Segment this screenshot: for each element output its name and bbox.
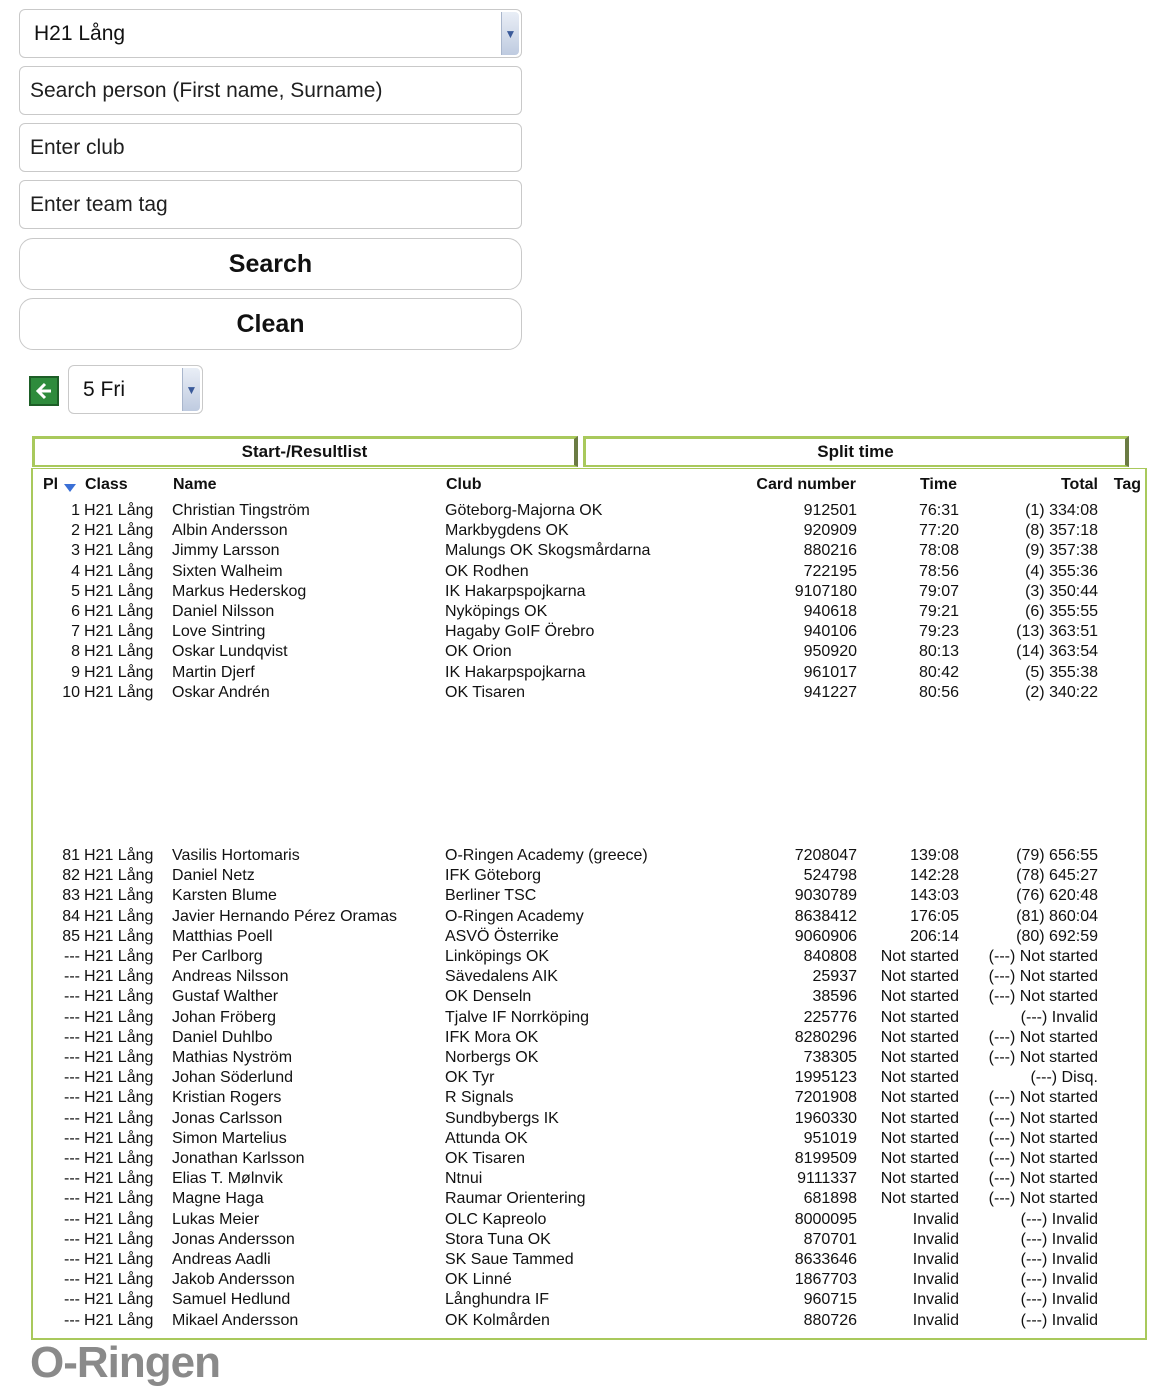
cell-name: Samuel Hedlund	[172, 1291, 291, 1309]
table-row[interactable]	[0, 1150, 1164, 1170]
cell-class: H21 Lång	[84, 1049, 154, 1066]
cell-class: H21 Lång	[84, 948, 154, 965]
table-row[interactable]	[0, 1110, 1164, 1130]
cell-club: Långhundra IF	[445, 1291, 550, 1309]
cell-card-number: 7208047	[794, 847, 857, 864]
table-row[interactable]	[0, 502, 1164, 522]
cell-club: Norbergs OK	[445, 1049, 539, 1066]
cell-place: 83	[62, 887, 80, 905]
cell-time: Invalid	[912, 1311, 959, 1329]
cell-card-number: 681898	[803, 1190, 857, 1208]
cell-class: H21 Lång	[84, 1109, 154, 1127]
cell-class: H21 Lång	[84, 907, 154, 925]
cell-class: H21 Lång	[84, 1190, 154, 1208]
cell-total: (3) 350:44	[1025, 582, 1098, 600]
cell-time: 80:42	[918, 663, 959, 681]
cell-time: 80:56	[918, 683, 959, 701]
cell-card-number: 8633646	[794, 1251, 857, 1268]
cell-time: Not started	[880, 988, 959, 1006]
cell-club: Stora Tuna OK	[445, 1230, 551, 1248]
cell-time: 79:07	[918, 582, 959, 600]
cell-name: Daniel Duhlbo	[172, 1028, 273, 1046]
cell-card-number: 7201908	[794, 1089, 857, 1107]
cell-total: (---) Not started	[988, 968, 1098, 986]
cell-time: 76:31	[918, 502, 959, 519]
day-select[interactable]	[68, 365, 203, 414]
cell-name: Oskar Lundqvist	[172, 643, 288, 661]
cell-name: Johan Fröberg	[172, 1008, 277, 1026]
cell-place: ---	[64, 1109, 80, 1127]
cell-club: O-Ringen Academy	[445, 907, 584, 925]
cell-place: ---	[64, 1129, 80, 1147]
cell-card-number: 960715	[803, 1291, 857, 1309]
cell-class: H21 Lång	[84, 562, 154, 580]
cell-class: H21 Lång	[84, 927, 154, 945]
cell-card-number: 870701	[803, 1230, 857, 1248]
cell-club: Attunda OK	[445, 1129, 528, 1147]
cell-place: ---	[64, 1230, 80, 1248]
cell-total: (8) 357:18	[1025, 522, 1098, 540]
cell-time: 143:03	[910, 887, 959, 905]
cell-card-number: 880726	[803, 1311, 857, 1329]
table-row[interactable]	[0, 1190, 1164, 1210]
cell-total: (---) Invalid	[1020, 1271, 1098, 1289]
cell-card-number: 8199509	[794, 1150, 857, 1167]
cell-card-number: 8280296	[794, 1028, 857, 1046]
cell-club: OK Linné	[445, 1271, 512, 1289]
table-row[interactable]	[0, 1130, 1164, 1150]
cell-class: H21 Lång	[84, 1251, 154, 1268]
cell-total: (14) 363:54	[1016, 643, 1098, 661]
cell-club: OK Kolmården	[445, 1311, 550, 1329]
cell-total: (---) Invalid	[1020, 1311, 1098, 1329]
cell-time: Not started	[880, 968, 959, 986]
cell-name: Elias T. Mølnvik	[172, 1170, 283, 1188]
cell-place: ---	[64, 968, 80, 986]
cell-total: (---) Invalid	[1020, 1230, 1098, 1248]
cell-card-number: 880216	[803, 542, 857, 560]
table-row[interactable]	[0, 603, 1164, 623]
cell-time: Not started	[880, 1129, 959, 1147]
cell-place: 4	[71, 562, 80, 580]
cell-class: H21 Lång	[84, 1170, 154, 1188]
cell-place: ---	[64, 1028, 80, 1046]
table-row[interactable]	[0, 988, 1164, 1008]
table-row[interactable]	[0, 522, 1164, 542]
cell-card-number: 941227	[803, 683, 857, 701]
sort-desc-icon[interactable]	[62, 482, 78, 494]
cell-total: (81) 860:04	[1016, 907, 1098, 925]
cell-time: Not started	[880, 1150, 959, 1167]
cell-card-number: 9107180	[794, 582, 857, 600]
cell-name: Mikael Andersson	[172, 1311, 299, 1329]
cell-time: Not started	[880, 1170, 959, 1188]
cell-name: Jakob Andersson	[172, 1271, 295, 1289]
cell-class: H21 Lång	[84, 988, 154, 1006]
table-row[interactable]	[0, 968, 1164, 988]
cell-name: Love Sintring	[172, 623, 266, 641]
cell-class: H21 Lång	[84, 1271, 154, 1289]
table-row[interactable]	[0, 1291, 1164, 1311]
cell-total: (---) Not started	[988, 1190, 1098, 1208]
col-header-name[interactable]: Name	[173, 476, 217, 493]
cell-name: Per Carlborg	[172, 948, 263, 965]
cell-club: SK Saue Tammed	[445, 1251, 574, 1268]
table-row[interactable]	[0, 664, 1164, 684]
cell-club: OK Tyr	[445, 1069, 495, 1087]
cell-class: H21 Lång	[84, 1291, 154, 1309]
cell-class: H21 Lång	[84, 1210, 154, 1228]
cell-club: Nyköpings OK	[445, 603, 548, 620]
cell-total: (4) 355:36	[1025, 562, 1098, 580]
cell-club: OK Tisaren	[445, 1150, 526, 1167]
cell-place: ---	[64, 1251, 80, 1268]
cell-place: ---	[64, 1271, 80, 1289]
cell-name: Martin Djerf	[172, 663, 255, 681]
cell-card-number: 9060906	[794, 927, 857, 945]
cell-time: 80:13	[918, 643, 959, 661]
back-button[interactable]	[29, 376, 59, 406]
cell-place: 82	[62, 867, 80, 885]
cell-class: H21 Lång	[84, 1129, 154, 1147]
cell-class: H21 Lång	[84, 522, 154, 540]
table-row[interactable]	[0, 1271, 1164, 1291]
cell-card-number: 722195	[803, 562, 857, 580]
cell-class: H21 Lång	[84, 847, 154, 864]
cell-time: Not started	[880, 1049, 959, 1066]
cell-class: H21 Lång	[84, 623, 154, 641]
club-input[interactable]	[19, 123, 522, 172]
cell-card-number: 25937	[812, 968, 857, 986]
cell-total: (---) Invalid	[1020, 1210, 1098, 1228]
o-ringen-logo	[30, 1338, 220, 1388]
cell-club: OK Denseln	[445, 988, 532, 1006]
cell-card-number: 738305	[803, 1049, 857, 1066]
cell-total: (---) Invalid	[1020, 1008, 1098, 1026]
table-row[interactable]	[0, 1089, 1164, 1109]
cell-class: H21 Lång	[84, 663, 154, 681]
cell-time: Not started	[880, 1190, 959, 1208]
cell-club: Berliner TSC	[445, 887, 537, 905]
cell-name: Oskar Andrén	[172, 683, 270, 701]
col-header-club[interactable]: Club	[446, 476, 482, 493]
cell-place: 6	[71, 603, 80, 620]
table-row[interactable]	[0, 1069, 1164, 1089]
cell-club: OK Tisaren	[445, 683, 526, 701]
tab-start-resultlist[interactable]: Start-/Resultlist	[32, 436, 578, 467]
cell-class: H21 Lång	[84, 1150, 154, 1167]
cell-card-number: 1867703	[794, 1271, 857, 1289]
table-row[interactable]	[0, 1049, 1164, 1069]
table-row[interactable]	[0, 643, 1164, 663]
cell-time: Invalid	[912, 1291, 959, 1309]
cell-name: Andreas Aadli	[172, 1251, 271, 1268]
cell-club: Sävedalens AIK	[445, 968, 558, 986]
cell-name: Matthias Poell	[172, 927, 273, 945]
cell-card-number: 912501	[803, 502, 857, 519]
search-button[interactable]: Search	[19, 238, 522, 290]
cell-class: H21 Lång	[84, 683, 154, 701]
arrow-left-icon	[33, 380, 55, 402]
cell-place: ---	[64, 1069, 80, 1087]
cell-card-number: 840808	[803, 948, 857, 965]
cell-name: Markus Hederskog	[172, 582, 307, 600]
cell-name: Johan Söderlund	[172, 1069, 293, 1087]
table-row[interactable]	[0, 1170, 1164, 1190]
cell-name: Simon Martelius	[172, 1129, 287, 1147]
cell-card-number: 524798	[803, 867, 857, 885]
cell-club: IFK Göteborg	[445, 867, 542, 885]
table-row[interactable]	[0, 1029, 1164, 1049]
cell-total: (1) 334:08	[1025, 502, 1098, 519]
cell-place: 1	[71, 502, 80, 519]
col-header-tag[interactable]: Tag	[1113, 476, 1141, 493]
cell-time: Not started	[880, 1008, 959, 1026]
cell-class: H21 Lång	[84, 887, 154, 905]
cell-time: 77:20	[918, 522, 959, 540]
cell-card-number: 225776	[803, 1008, 857, 1026]
cell-name: Gustaf Walther	[172, 988, 279, 1006]
cell-class: H21 Lång	[84, 1311, 154, 1329]
table-row[interactable]	[0, 1211, 1164, 1231]
cell-time: 139:08	[910, 847, 959, 864]
cell-name: Javier Hernando Pérez Oramas	[172, 907, 397, 925]
table-row[interactable]	[0, 948, 1164, 968]
cell-name: Kristian Rogers	[172, 1089, 282, 1107]
cell-card-number: 8638412	[794, 907, 857, 925]
cell-place: ---	[64, 988, 80, 1006]
cell-total: (---) Not started	[988, 1129, 1098, 1147]
table-row[interactable]	[0, 583, 1164, 603]
cell-name: Mathias Nyström	[172, 1049, 293, 1066]
cell-place: ---	[64, 1049, 80, 1066]
cell-total: (2) 340:22	[1025, 683, 1098, 701]
cell-club: Hagaby GoIF Örebro	[445, 623, 595, 641]
cell-club: IFK Mora OK	[445, 1028, 539, 1046]
cell-total: (---) Not started	[988, 1109, 1098, 1127]
cell-time: 79:21	[918, 603, 959, 620]
cell-club: Tjalve IF Norrköping	[445, 1008, 590, 1026]
cell-card-number: 8000095	[794, 1210, 857, 1228]
cell-total: (---) Not started	[988, 1028, 1098, 1046]
cell-place: 5	[71, 582, 80, 600]
cell-class: H21 Lång	[84, 643, 154, 661]
cell-name: Lukas Meier	[172, 1210, 260, 1228]
team-tag-input[interactable]	[19, 180, 522, 229]
cell-place: ---	[64, 1190, 80, 1208]
cell-card-number: 940106	[803, 623, 857, 641]
col-header-card-number[interactable]: Card number	[756, 476, 856, 493]
cell-club: Sundbybergs IK	[445, 1109, 559, 1127]
cell-name: Jonas Andersson	[172, 1230, 295, 1248]
cell-time: 206:14	[910, 927, 959, 945]
cell-place: ---	[64, 1170, 80, 1188]
cell-place: 2	[71, 522, 80, 540]
cell-club: IK Hakarpspojkarna	[445, 663, 586, 681]
logo-text: O-Ringen	[30, 1338, 220, 1387]
class-select[interactable]	[19, 9, 522, 58]
cell-name: Jonathan Karlsson	[172, 1150, 305, 1167]
cell-total: (---) Not started	[988, 988, 1098, 1006]
cell-total: (---) Not started	[988, 1049, 1098, 1066]
cell-club: Göteborg-Majorna OK	[445, 502, 603, 519]
clean-button[interactable]: Clean	[19, 298, 522, 350]
cell-time: 79:23	[918, 623, 959, 641]
cell-name: Jonas Carlsson	[172, 1109, 283, 1127]
cell-card-number: 940618	[803, 603, 857, 620]
cell-name: Daniel Nilsson	[172, 603, 275, 620]
cell-club: R Signals	[445, 1089, 514, 1107]
col-header-class[interactable]: Class	[85, 476, 128, 493]
table-row[interactable]	[0, 563, 1164, 583]
cell-place: ---	[64, 1089, 80, 1107]
cell-total: (---) Invalid	[1020, 1251, 1098, 1268]
cell-total: (13) 363:51	[1016, 623, 1098, 641]
cell-card-number: 9030789	[794, 887, 857, 905]
cell-time: Invalid	[912, 1230, 959, 1248]
cell-total: (80) 692:59	[1016, 927, 1098, 945]
cell-class: H21 Lång	[84, 502, 154, 519]
cell-total: (9) 357:38	[1025, 542, 1098, 560]
cell-class: H21 Lång	[84, 603, 154, 620]
cell-time: 142:28	[910, 867, 959, 885]
cell-total: (---) Invalid	[1020, 1291, 1098, 1309]
table-row[interactable]	[0, 623, 1164, 643]
cell-name: Albin Andersson	[172, 522, 288, 540]
cell-total: (76) 620:48	[1016, 887, 1098, 905]
cell-total: (79) 656:55	[1016, 847, 1098, 864]
cell-club: Malungs OK Skogsmårdarna	[445, 542, 651, 560]
table-row[interactable]	[0, 887, 1164, 907]
cell-time: 176:05	[910, 907, 959, 925]
cell-club: O-Ringen Academy (greece)	[445, 847, 648, 864]
cell-class: H21 Lång	[84, 542, 154, 560]
cell-place: 8	[71, 643, 80, 661]
cell-time: 78:56	[918, 562, 959, 580]
cell-place: 7	[71, 623, 80, 641]
cell-card-number: 1995123	[794, 1069, 857, 1087]
cell-class: H21 Lång	[84, 1028, 154, 1046]
cell-total: (5) 355:38	[1025, 663, 1098, 681]
table-row[interactable]	[0, 1009, 1164, 1029]
cell-card-number: 950920	[803, 643, 857, 661]
table-row[interactable]	[0, 847, 1164, 867]
table-row[interactable]	[0, 1231, 1164, 1251]
cell-total: (---) Not started	[988, 1150, 1098, 1167]
cell-name: Karsten Blume	[172, 887, 277, 905]
cell-class: H21 Lång	[84, 968, 154, 986]
cell-card-number: 38596	[812, 988, 857, 1006]
cell-place: ---	[64, 1008, 80, 1026]
cell-time: Invalid	[912, 1251, 959, 1268]
tab-split-time[interactable]: Split time	[583, 436, 1129, 467]
cell-class: H21 Lång	[84, 1008, 154, 1026]
table-row[interactable]	[0, 867, 1164, 887]
chevron-down-icon[interactable]: ▼	[182, 368, 200, 411]
cell-place: ---	[64, 1210, 80, 1228]
cell-card-number: 961017	[803, 663, 857, 681]
cell-time: Not started	[880, 1089, 959, 1107]
table-row[interactable]	[0, 908, 1164, 928]
cell-card-number: 951019	[803, 1129, 857, 1147]
col-header-total[interactable]: Total	[1060, 476, 1098, 493]
col-header-time[interactable]: Time	[919, 476, 957, 493]
cell-place: 81	[62, 847, 80, 864]
cell-time: Invalid	[912, 1210, 959, 1228]
cell-total: (---) Not started	[988, 948, 1098, 965]
cell-place: ---	[64, 1311, 80, 1329]
table-row[interactable]	[0, 1312, 1164, 1332]
table-row[interactable]	[0, 928, 1164, 948]
cell-club: Raumar Orientering	[445, 1190, 586, 1208]
cell-club: Markbygdens OK	[445, 522, 569, 540]
cell-place: ---	[64, 1291, 80, 1309]
cell-time: Not started	[880, 1069, 959, 1087]
cell-class: H21 Lång	[84, 582, 154, 600]
cell-class: H21 Lång	[84, 1069, 154, 1087]
table-row[interactable]	[0, 684, 1164, 704]
chevron-down-icon[interactable]: ▼	[501, 12, 519, 55]
search-person-input[interactable]	[19, 66, 522, 115]
cell-card-number: 1960330	[794, 1109, 857, 1127]
day-select-value: 5 Fri	[83, 377, 125, 401]
cell-time: 78:08	[918, 542, 959, 560]
cell-class: H21 Lång	[84, 867, 154, 885]
cell-time: Not started	[880, 1109, 959, 1127]
cell-club: IK Hakarpspojkarna	[445, 582, 586, 600]
cell-time: Not started	[880, 1028, 959, 1046]
cell-total: (---) Disq.	[1030, 1069, 1098, 1087]
cell-club: Linköpings OK	[445, 948, 550, 965]
table-row[interactable]	[0, 1251, 1164, 1271]
cell-club: OK Rodhen	[445, 562, 529, 580]
cell-name: Jimmy Larsson	[172, 542, 280, 560]
cell-place: 84	[62, 907, 80, 925]
cell-name: Christian Tingström	[172, 502, 310, 519]
table-row[interactable]	[0, 542, 1164, 562]
cell-name: Daniel Netz	[172, 867, 255, 885]
cell-class: H21 Lång	[84, 1230, 154, 1248]
cell-club: OK Orion	[445, 643, 512, 661]
cell-name: Sixten Walheim	[172, 562, 283, 580]
cell-club: OLC Kapreolo	[445, 1210, 547, 1228]
cell-place: 10	[62, 683, 80, 701]
cell-total: (---) Not started	[988, 1089, 1098, 1107]
col-header-pl[interactable]: Pl	[43, 476, 59, 493]
cell-total: (6) 355:55	[1025, 603, 1098, 620]
cell-time: Not started	[880, 948, 959, 965]
cell-name: Vasilis Hortomaris	[172, 847, 300, 864]
cell-place: 9	[71, 663, 80, 681]
cell-total: (---) Not started	[988, 1170, 1098, 1188]
cell-club: ASVÖ Österrike	[445, 927, 559, 945]
cell-time: Invalid	[912, 1271, 959, 1289]
cell-place: ---	[64, 948, 80, 965]
cell-place: 85	[62, 927, 80, 945]
cell-place: ---	[64, 1150, 80, 1167]
cell-card-number: 9111337	[797, 1170, 857, 1188]
cell-card-number: 920909	[803, 522, 857, 540]
cell-name: Andreas Nilsson	[172, 968, 289, 986]
cell-class: H21 Lång	[84, 1089, 154, 1107]
cell-club: Ntnui	[445, 1170, 483, 1188]
cell-total: (78) 645:27	[1016, 867, 1098, 885]
class-select-value: H21 Lång	[34, 21, 126, 45]
cell-name: Magne Haga	[172, 1190, 264, 1208]
cell-place: 3	[71, 542, 80, 560]
